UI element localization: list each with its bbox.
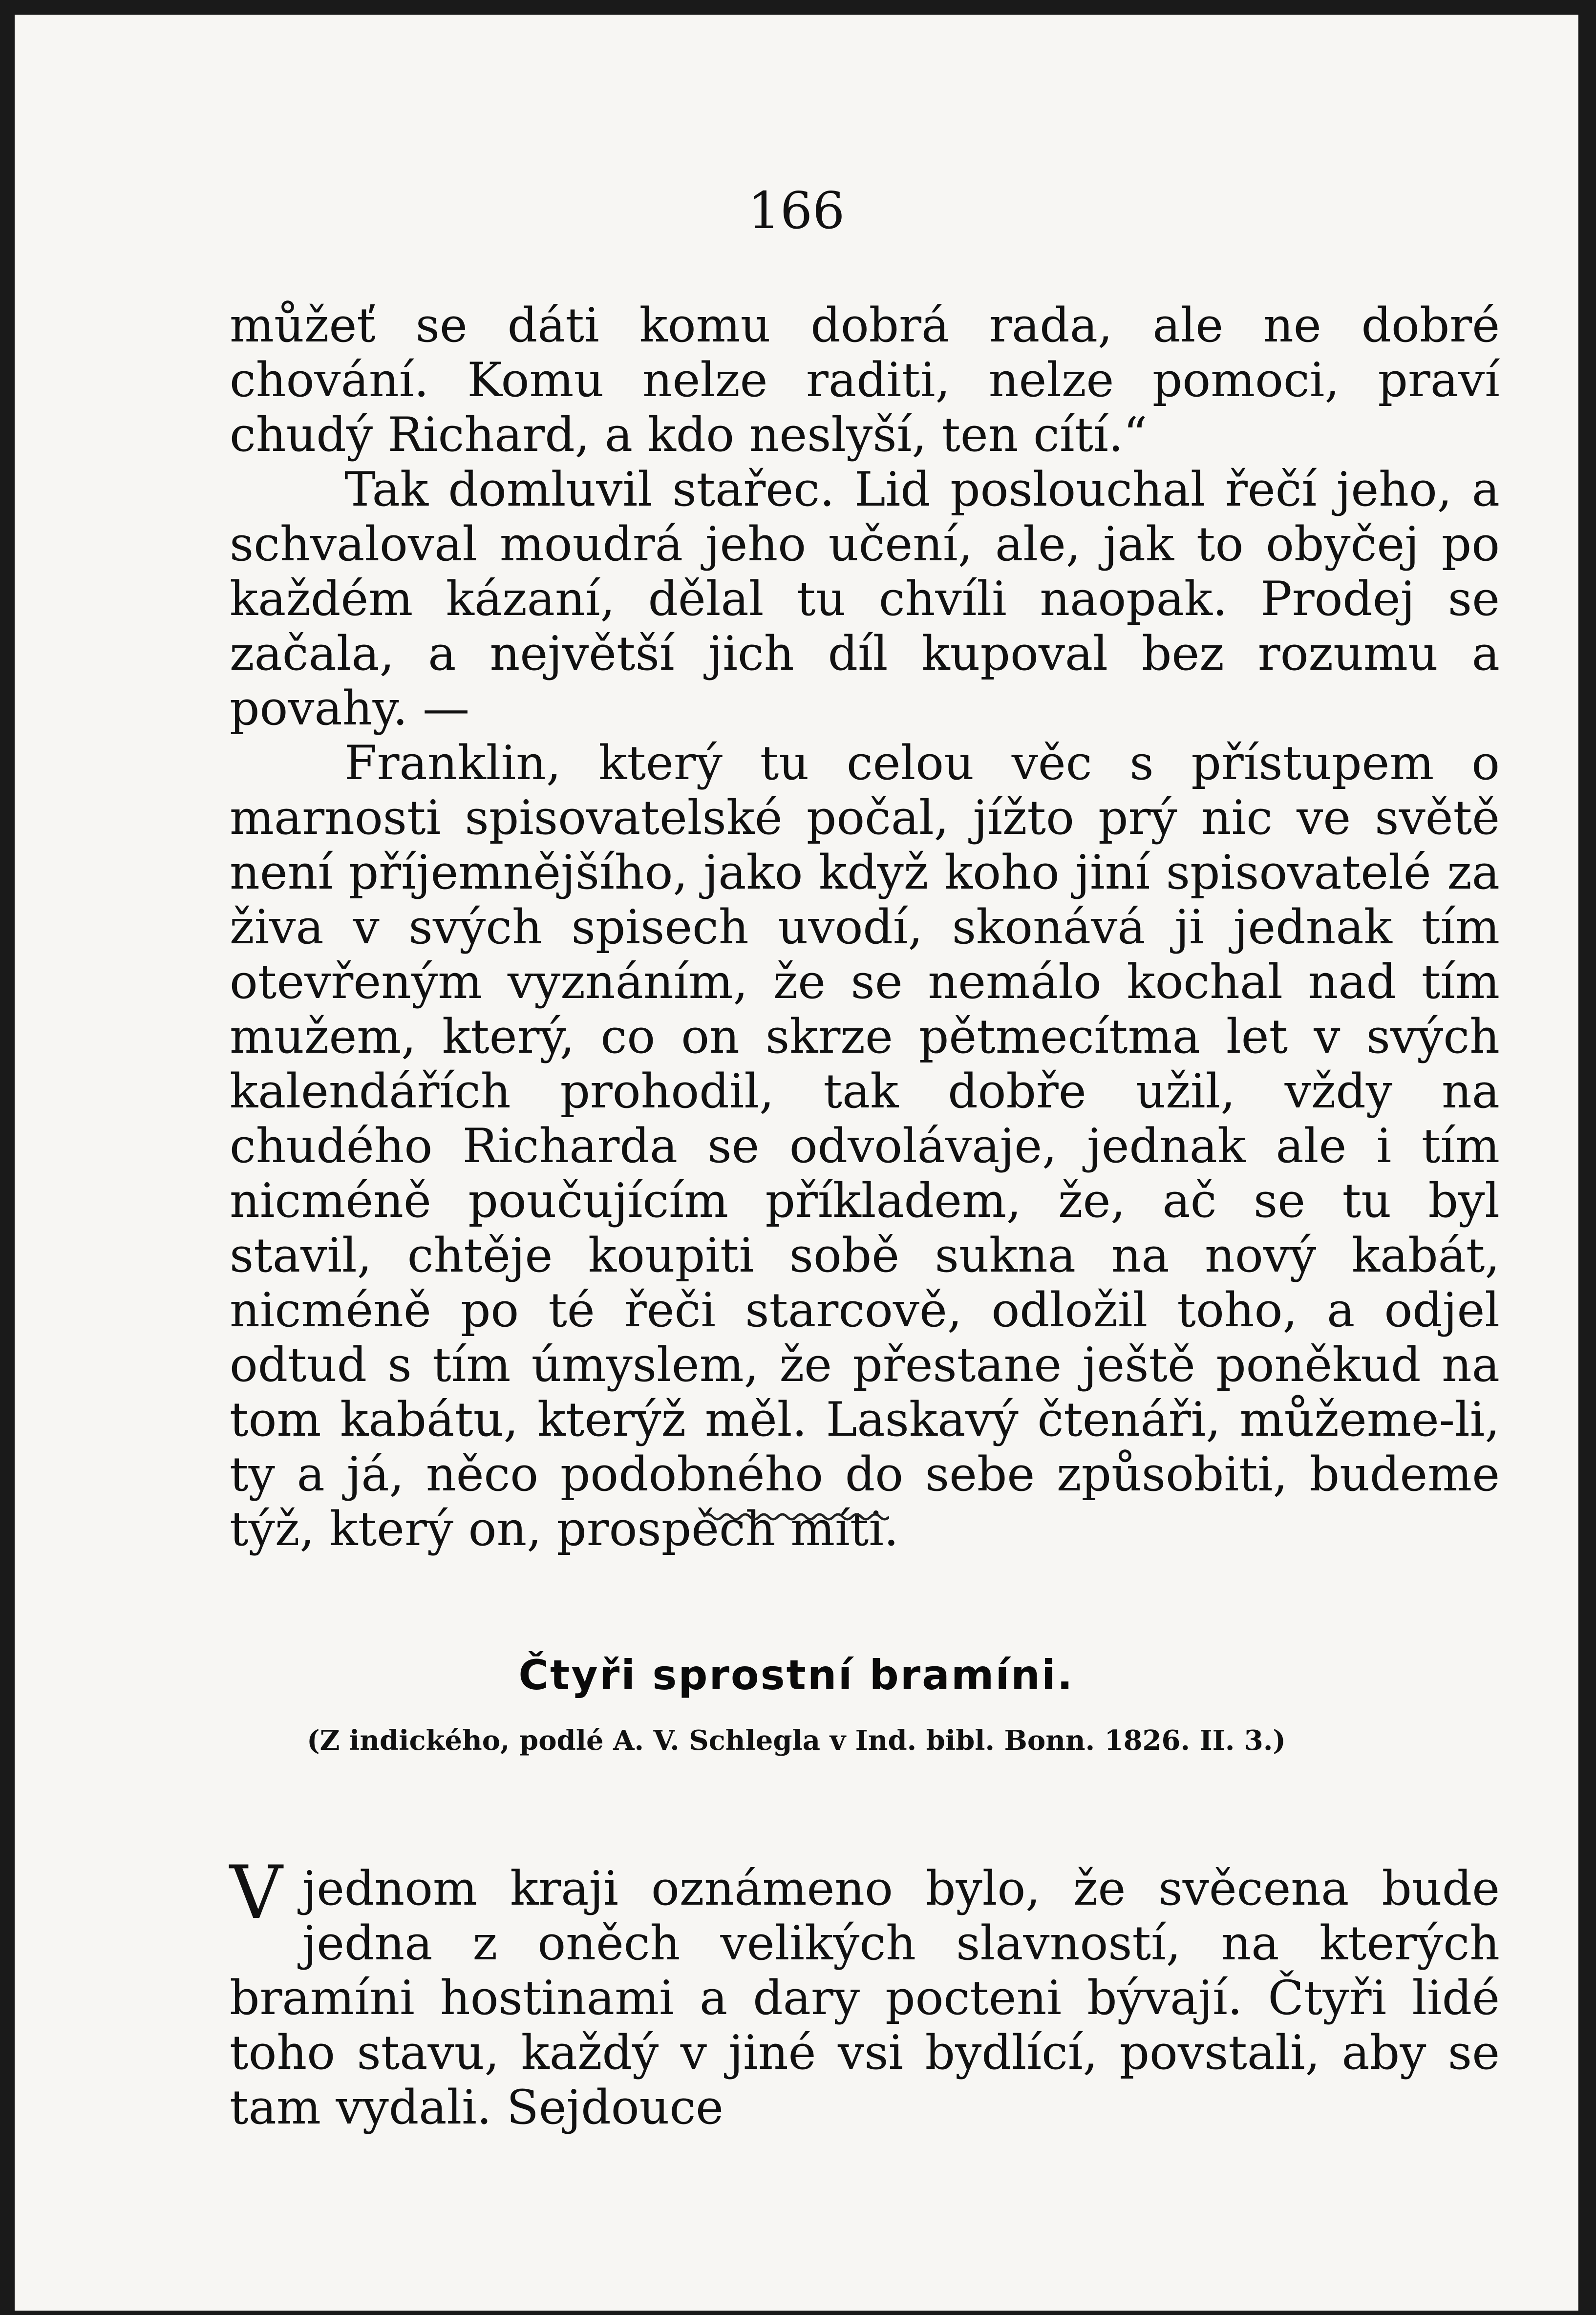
drop-cap: V xyxy=(230,1850,283,1935)
section-text xyxy=(230,1850,1500,2135)
wavy-line-icon xyxy=(703,1509,889,1524)
section-subtitle: (Z indického, podlé A. V. Schlegla v Ind. bibl. Bonn. 1826. II. 3.) xyxy=(307,1724,1286,1757)
paragraph-old-man: Tak domluvil stařec. Lid poslouchal řečí jeho, a schvaloval moudrá jeho učení, ale, jak to obyčej po každém kázaní, dělal tu chvíli naopak. Prodej se začala, a největší jich díl kupoval bez rozumu a povahy. — xyxy=(230,462,1500,736)
section-title: Čtyři sprostní bramíni. xyxy=(518,1651,1074,1699)
paragraph-franklin: Franklin, který tu celou věc s přístupem o marnosti spisovatelské počal, jížto prý nic ve světě není příjemnějšího, jako když koho jiní spisovatelé za živa v svých spisech uvodí, skonává ji jednak tím otevřeným vyznáním, že se nemálo kochal nad tím mužem, který, co on skrze pětmecítma let v svých kalendářích prohodil, tak dobře užil, vždy na chudého Richarda se odvolávaje, jednak ale i tím nicméně poučujícím příkladem, že, ač se tu byl stavil, chtěje koupiti sobě sukna na nový kabát, nicméně po té řeči starcově, odložil toho, a odjel odtud s tím úmyslem, že přestane ještě poněkud na tom kabátu, kterýž měl. Laskavý čtenáři, můžeme-li, ty a já, něco podobného do sebe způsobiti, budeme týž, který on, prospěch míti. xyxy=(230,736,1500,1556)
page-number: 166 xyxy=(747,181,845,240)
paragraph-continuation: můžeť se dáti komu dobrá rada, ale ne dobré chování. Komu nelze raditi, nelze pomoci, praví chudý Richard, a kdo neslyší, ten cítí.“ xyxy=(230,298,1500,462)
paragraph-opening xyxy=(230,1850,1500,2135)
main-text xyxy=(230,298,1500,1556)
section-divider-ornament xyxy=(15,1509,1578,1526)
book-page xyxy=(15,15,1578,2311)
opening-text: jednom kraji oznámeno bylo, že svěcena bude jedna z oněch velikých slavností, na kterých bramíni hostinami a dary pocteni bývají. Čtyři lidé toho stavu, každý v jiné vsi bydlící, povstali, aby se tam vydali. Sejdouce xyxy=(230,1861,1500,2135)
